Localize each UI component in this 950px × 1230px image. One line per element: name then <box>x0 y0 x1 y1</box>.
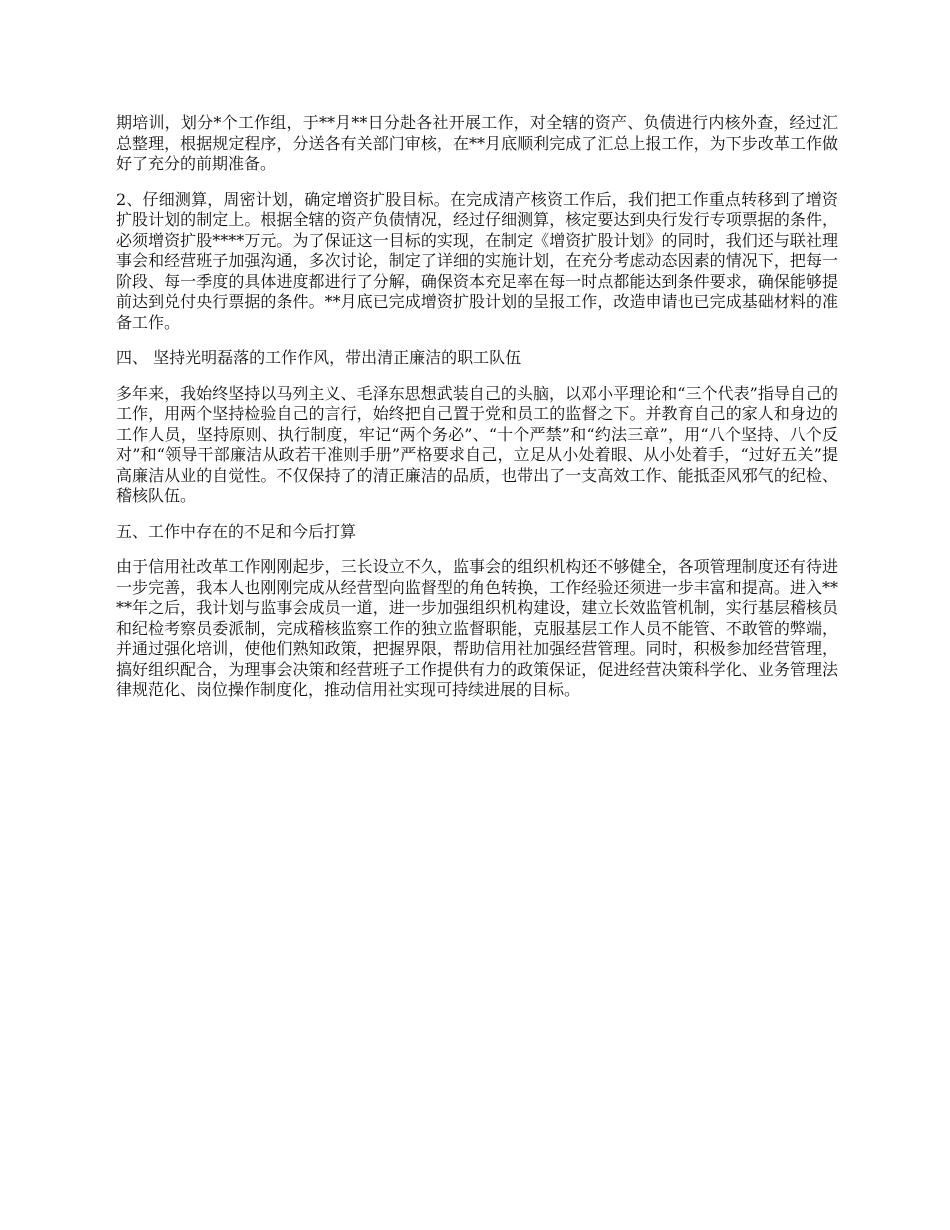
document-page <box>116 113 838 716</box>
section-heading-work-style: 四、 坚持光明磊落的工作作风，带出清正廉洁的职工队伍 <box>116 348 522 367</box>
paragraph-integrity: 多年来，我始终坚持以马列主义、毛泽东思想武装自己的头脑，以邓小平理论和“三个代表”指导自己的工作，用两个坚持检验自己的言行，始终把自己置于党和员工的监督之下。并教育自己的家人和身边的工作人员，坚持原则、执行制度，牢记“两个务必”、“十个严禁”和“约法三章”，用“八个坚持、八个反对”和“领导干部廉洁从政若干准则手册”严格要求自己，立足从小处着眼、从小处着手，“过好五关”提高廉洁从业的自觉性。不仅保持了的清正廉洁的品质，也带出了一支高效工作、能抵歪风邪气的纪检、稽核队伍。 <box>116 383 838 505</box>
section-heading-shortcomings-plans: 五、工作中存在的不足和今后打算 <box>116 521 357 541</box>
paragraph-future-plans: 由于信用社改革工作刚刚起步，三长设立不久，监事会的组织机构还不够健全，各项管理制度还有待进一步完善，我本人也刚刚完成从经营型向监督型的角色转换，工作经验还须进一步丰富和提高。进入****年之后，我计划与监事会成员一道，进一步加强组织机构建设，建立长效监管机制，实行基层稽核员和纪检考察员委派制，完成稽核监察工作的独立监督职能，克服基层工作人员不能管、不敢管的弊端，并通过强化培训，使他们熟知政策，把握界限，帮助信用社加强经营管理。同时，积极参加经营管理，搞好组织配合，为理事会决策和经营班子工作提供有力的政策保证，促进经营决策科学化、业务管理法律规范化、岗位操作制度化，推动信用社实现可持续进展的目标。 <box>116 557 838 699</box>
paragraph-capital-increase-plan: 2、仔细测算，周密计划，确定增资扩股目标。在完成清产核资工作后，我们把工作重点转移到了增资扩股计划的制定上。根据全辖的资产负债情况，经过仔细测算，核定要达到央行发行专项票据的条件，必须增资扩股****万元。为了保证这一目标的实现，在制定《增资扩股计划》的同时，我们还与联社理事会和经营班子加强沟通，多次讨论，制定了详细的实施计划，在充分考虑动态因素的情况下，把每一阶段、每一季度的具体进度都进行了分解，确保资本充足率在每一时点都能达到条件要求，确保能够提前达到兑付央行票据的条件。**月底已完成增资扩股计划的呈报工作，改造申请也已完成基础材料的准备工作。 <box>116 189 838 332</box>
paragraph-preparation-work: 期培训，划分*个工作组，于**月**日分赴各社开展工作，对全辖的资产、负债进行内核外查，经过汇总整理，根据规定程序，分送各有关部门审核，在**月底顺利完成了汇总上报工作，为下步改革工作做好了充分的前期准备。 <box>116 113 838 173</box>
